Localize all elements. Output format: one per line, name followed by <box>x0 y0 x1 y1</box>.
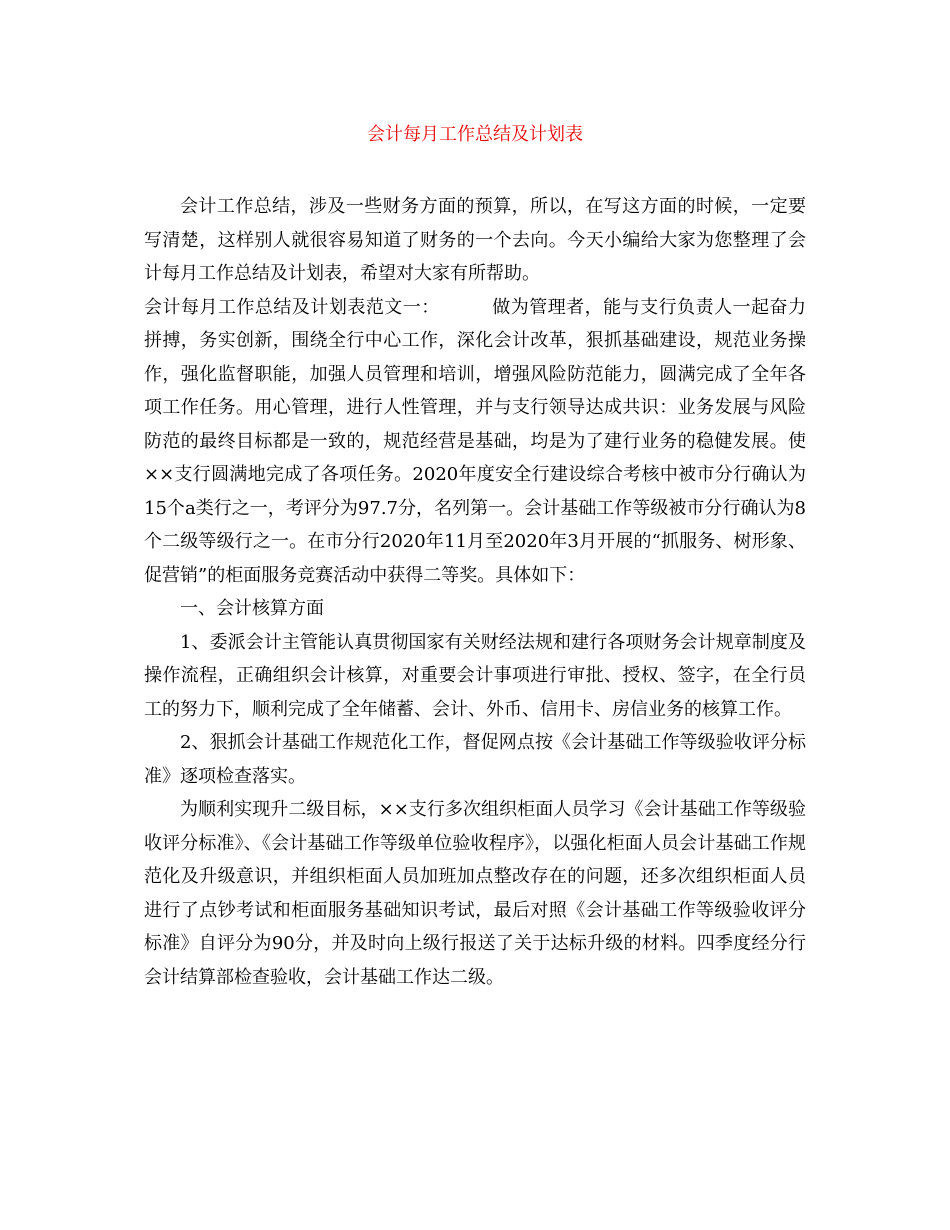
intro-paragraph: 会计工作总结，涉及一些财务方面的预算，所以，在写这方面的时候，一定要写清楚，这样别人就很容易知道了财务的一个去向。今天小编给大家为您整理了会计每月工作总结及计划表，希望对大家有所帮助。 <box>144 196 806 284</box>
section-heading-accounting: 一、会计核算方面 <box>180 598 324 619</box>
item-2-paragraph: 2、狠抓会计基础工作规范化工作，督促网点按《会计基础工作等级验收评分标准》逐项检查落实。 <box>144 732 806 787</box>
item-2-detail-paragraph: 为顺利实现升二级目标，××支行多次组织柜面人员学习《会计基础工作等级验收评分标准》、《会计基础工作等级单位验收程序》，以强化柜面人员会计基础工作规范化及升级意识，并组织柜面人员加班加点整改存在的问题，还多次组织柜面人员进行了点钞考试和柜面服务基础知识考试，最后对照《会计基础工作等级验收评分标准》自评分为90分，并及时向上级行报送了关于达标升级的材料。四季度经分行会计结算部检查验收，会计基础工作达二级。 <box>144 799 806 988</box>
sample-body: 做为管理者，能与支行负责人一起奋力拼搏，务实创新，围绕全行中心工作，深化会计改革，狠抓基础建设，规范业务操作，强化监督职能，加强人员管理和培训，增强风险防范能力，圆满完成了全年各项工作任务。用心管理，进行人性管理，并与支行领导达成共识：业务发展与风险防范的最终目标都是一致的，规范经营是基础，均是为了建行业务的稳健发展。使××支行圆满地完成了各项任务。2020年度安全行建设综合考核中被市分行确认为15个a类行之一，考评分为97.7分，名列第一。会计基础工作等级被市分行确认为8个二级等级行之一。在市分行2020年11月至2020年3月开展的“抓服务、树形象、促营销”的柜面服务竞赛活动中获得二等奖。具体如下： <box>144 296 807 586</box>
document-title: 会计每月工作总结及计划表 <box>367 124 583 145</box>
item-1-paragraph: 1、委派会计主管能认真贯彻国家有关财经法规和建行各项财务会计规章制度及操作流程，正确组织会计核算，对重要会计事项进行审批、授权、签字，在全行员工的努力下，顺利完成了全年储蓄、会计、外币、信用卡、房信业务的核算工作。 <box>144 631 806 720</box>
sample-paragraph <box>144 291 806 593</box>
document-body <box>144 118 806 994</box>
sample-label: 会计每月工作总结及计划表范文一： <box>144 296 440 318</box>
